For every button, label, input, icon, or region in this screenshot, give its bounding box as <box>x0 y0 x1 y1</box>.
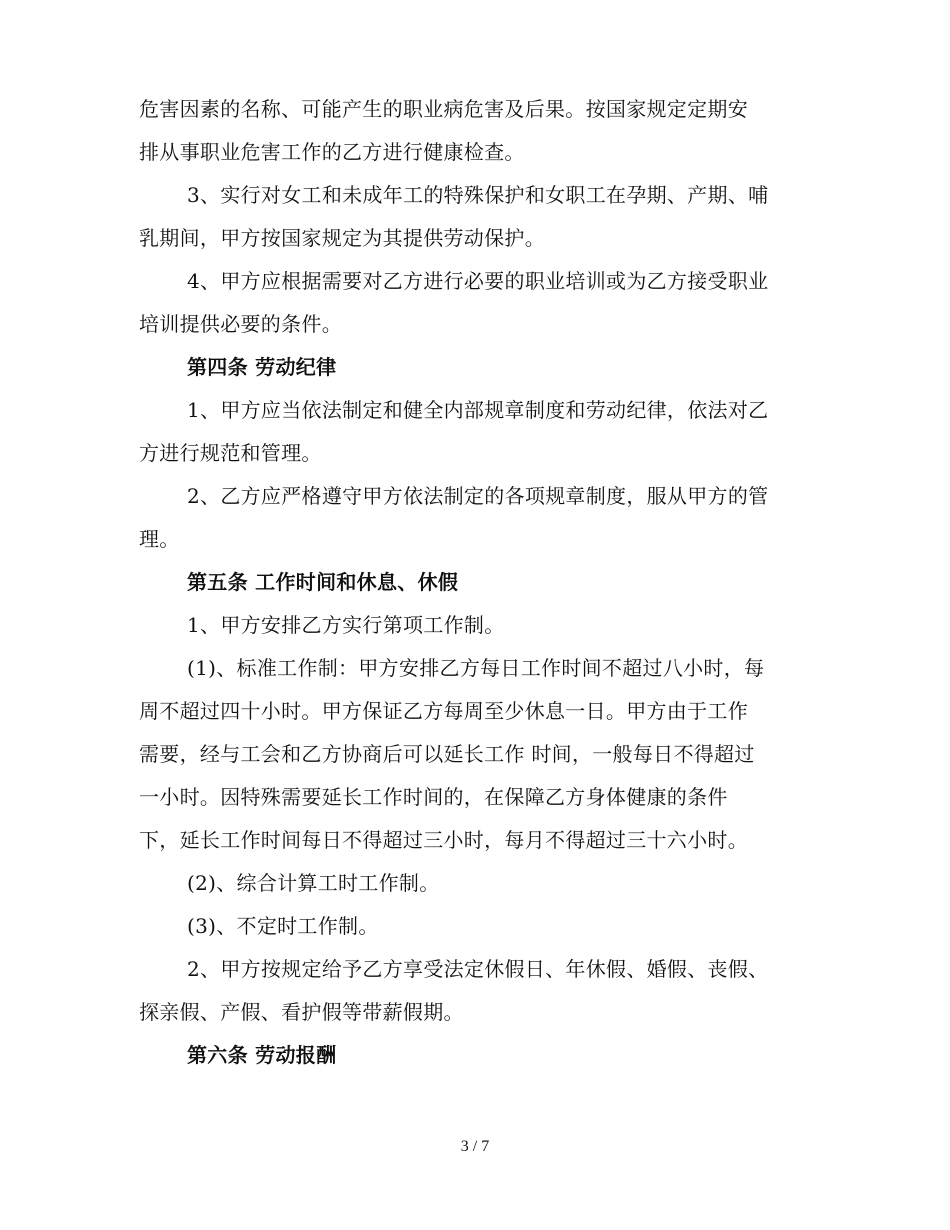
document-body <box>139 88 811 1077</box>
paragraph-line: 探亲假、产假、看护假等带薪假期。 <box>139 1000 464 1024</box>
paragraph-line: (3)、不定时工作制。 <box>187 914 379 938</box>
paragraph-line: 需要，经与工会和乙方协商后可以延长工作 时间，一般每日不得超过 <box>139 742 755 766</box>
paragraph-line: 2、甲方按规定给予乙方享受法定休假日、年休假、婚假、丧假、 <box>187 957 769 981</box>
paragraph-line: 一小时。因特殊需要延长工作时间的，在保障乙方身体健康的条件 <box>139 785 728 809</box>
paragraph-line: 周不超过四十小时。甲方保证乙方每周至少休息一日。甲方由于工作 <box>139 699 748 723</box>
paragraph-line: (1)、标准工作制：甲方安排乙方每日工作时间不超过八小时，每 <box>187 656 765 680</box>
paragraph-line: 3、实行对女工和未成年工的特殊保护和女职工在孕期、产期、哺 <box>187 183 769 207</box>
paragraph-line: 危害因素的名称、可能产生的职业病危害及后果。按国家规定定期安 <box>139 97 748 121</box>
paragraph-line: 方进行规范和管理。 <box>139 441 322 465</box>
paragraph-line: 培训提供必要的条件。 <box>139 312 342 336</box>
section-heading: 第六条 劳动报酬 <box>187 1043 337 1067</box>
paragraph-line: (2)、综合计算工时工作制。 <box>187 871 440 895</box>
section-heading: 第五条 工作时间和休息、休假 <box>187 570 459 594</box>
section-heading: 第四条 劳动纪律 <box>187 355 337 379</box>
paragraph-line: 排从事职业危害工作的乙方进行健康检查。 <box>139 140 525 164</box>
paragraph-line: 理。 <box>139 527 180 551</box>
paragraph-line: 1、甲方安排乙方实行第项工作制。 <box>187 613 505 637</box>
paragraph-line: 下，延长工作时间每日不得超过三小时，每月不得超过三十六小时。 <box>139 828 748 852</box>
paragraph-line: 2、乙方应严格遵守甲方依法制定的各项规章制度，服从甲方的管 <box>187 484 769 508</box>
paragraph-line: 4、甲方应根据需要对乙方进行必要的职业培训或为乙方接受职业 <box>187 269 769 293</box>
page-number: 3 / 7 <box>460 1138 490 1155</box>
paragraph-line: 乳期间，甲方按国家规定为其提供劳动保护。 <box>139 226 545 250</box>
paragraph-line: 1、甲方应当依法制定和健全内部规章制度和劳动纪律，依法对乙 <box>187 398 769 422</box>
